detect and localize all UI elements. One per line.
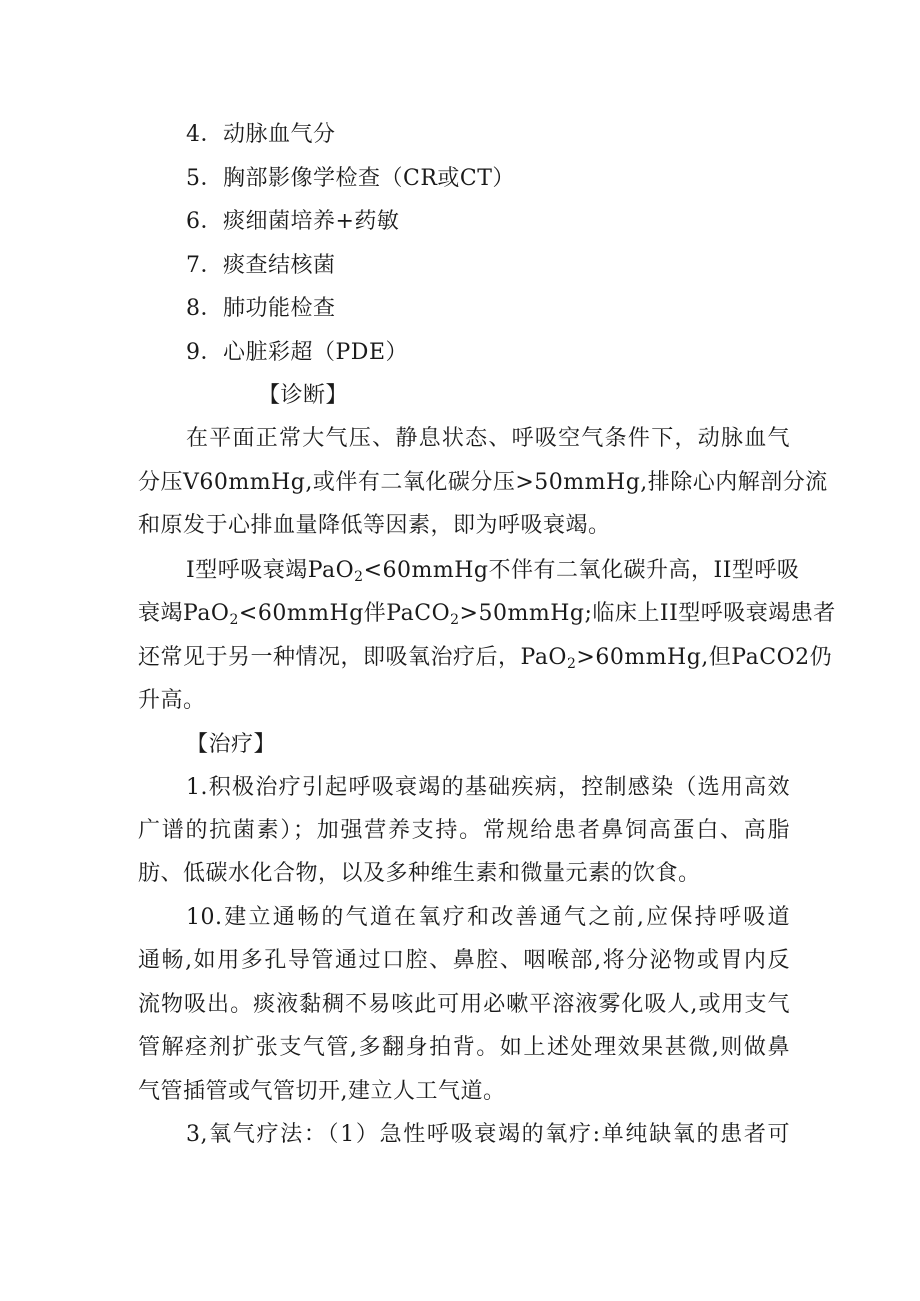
- exam-item-4: 4．动脉血气分: [186, 122, 336, 147]
- diagnosis-para2-line1: I型呼吸衰竭PaO$_2$<60mmHg不伴有二氧化碳升高，II型呼吸: [186, 558, 800, 585]
- diagnosis-para1-line2: 分压V60mmHg,或伴有二氧化碳分压>50mmHg,排除心内解剖分流: [138, 470, 828, 495]
- diagnosis-para1-line3: 和原发于心排血量降低等因素，即为呼吸衰竭。: [138, 513, 611, 538]
- treatment-item3-line1: 3,氧气疗法：（1）急性呼吸衰竭的氧疗:单纯缺氧的患者可: [186, 1122, 790, 1147]
- treatment-item2-line3: 流物吸出。痰液黏稠不易咳此可用必嗽平溶液雾化吸人,或用支气: [138, 992, 790, 1017]
- exam-item-5: 5．胸部影像学检查（CR或CT）: [186, 166, 515, 191]
- treatment-item1-line3: 肪、低碳水化合物，以及多种维生素和微量元素的饮食。: [138, 861, 701, 886]
- treatment-item1-line2: 广谱的抗菌素）；加强营养支持。常规给患者鼻饲高蛋白、高脂: [138, 818, 790, 843]
- exam-item-8: 8．肺功能检查: [186, 296, 336, 321]
- diagnosis-para1-line1: 在平面正常大气压、静息状态、呼吸空气条件下，动脉血气: [186, 426, 790, 451]
- treatment-item2-line1: 10.建立通畅的气道在氧疗和改善通气之前,应保持呼吸道: [186, 905, 790, 930]
- diagnosis-heading: 【诊断】: [258, 383, 349, 408]
- exam-item-6: 6．痰细菌培养+药敏: [186, 209, 400, 234]
- diagnosis-para2-line3: 还常见于另一种情况，即吸氧治疗后，PaO$_2$>60mmHg,但PaCO2仍: [138, 645, 833, 672]
- treatment-item1-line1: 1.积极治疗引起呼吸衰竭的基础疾病，控制感染（选用高效: [186, 775, 790, 800]
- exam-item-9: 9．心脏彩超（PDE）: [186, 340, 408, 365]
- treatment-item2-line5: 气管插管或气管切开,建立人工气道。: [138, 1079, 506, 1104]
- diagnosis-para2-line4: 升高。: [138, 688, 206, 713]
- treatment-heading: 【治疗】: [186, 732, 277, 757]
- diagnosis-para2-line2: 衰竭PaO$_2$<60mmHg伴PaCO$_2$>50mmHg;临床上II型呼吸衰竭患者: [138, 601, 836, 628]
- exam-item-7: 7．痰查结核菌: [186, 253, 336, 278]
- treatment-item2-line2: 通畅,如用多孔导管通过口腔、鼻腔、咽喉部,将分泌物或胃内反: [138, 948, 790, 973]
- treatment-item2-line4: 管解痉剂扩张支气管,多翻身拍背。如上述处理效果甚微,则做鼻: [138, 1035, 790, 1060]
